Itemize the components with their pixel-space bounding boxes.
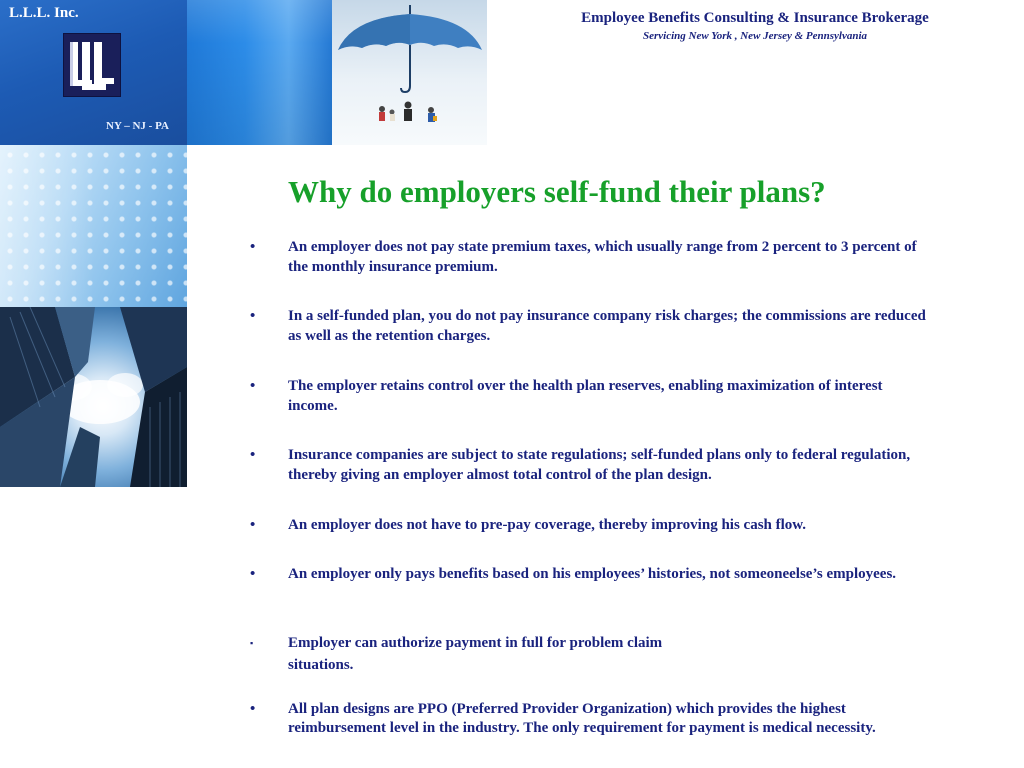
bullet-item (250, 515, 930, 535)
bullet-text-continued: situations. (288, 657, 354, 673)
bullet-marker: • (250, 378, 256, 394)
bullet-marker: • (250, 701, 256, 717)
bullet-text: The employer retains control over the health plan reserves, enabling maximization of interest income. (288, 378, 883, 414)
header-title: Employee Benefits Consulting & Insurance Brokerage (581, 10, 929, 26)
bullet-text: Employer can authorize payment in full for problem claim (288, 635, 663, 651)
bullet-marker: • (250, 566, 256, 582)
company-name: L.L.L. Inc. (9, 5, 79, 21)
slide-title: Why do employers self-fund their plans? (288, 174, 826, 209)
bullet-text: An employer does not have to pre-pay coverage, thereby improving his cash flow. (288, 517, 807, 533)
bullet-text: Insurance companies are subject to state regulations; self-funded plans only to federal regulation, thereby giving an employer almost total control of the plan design. (288, 447, 911, 483)
bullet-item (250, 306, 930, 346)
logo-tile (0, 0, 187, 145)
building-facade-image (0, 145, 187, 307)
bullet-item (250, 700, 930, 738)
bullet-marker: • (250, 447, 256, 463)
bullet-marker: • (250, 239, 256, 255)
bullet-text: In a self-funded plan, you do not pay insurance company risk charges; the commissions are reduced as well as the retention charges. (288, 308, 926, 344)
bullet-text: All plan designs are PPO (Preferred Provider Organization) which provides the highest reimbursement level in the industry. The only requirement for payment is medical necessity. (288, 701, 876, 736)
bullet-item (250, 632, 930, 676)
bullet-text: An employer only pays benefits based on his employees’ histories, not someoneelse’s employees. (288, 566, 897, 582)
company-logo (63, 33, 121, 97)
umbrella-image (332, 0, 487, 145)
bullet-marker: ▪ (250, 638, 254, 648)
bullet-item (250, 445, 930, 485)
bullet-marker: • (250, 308, 256, 324)
skyscrapers-image (0, 307, 187, 487)
bullet-item (250, 376, 930, 416)
bullet-marker: • (250, 517, 256, 533)
bullet-text: An employer does not pay state premium taxes, which usually range from 2 percent to 3 percent of the monthly insurance premium. (288, 239, 917, 275)
header-subtitle: Servicing New York , New Jersey & Pennsylvania (642, 30, 868, 42)
bullet-item (250, 564, 930, 584)
bullet-item (250, 237, 930, 277)
blue-abstract-image (187, 0, 332, 145)
region-label: NY – NJ - PA (106, 120, 169, 132)
